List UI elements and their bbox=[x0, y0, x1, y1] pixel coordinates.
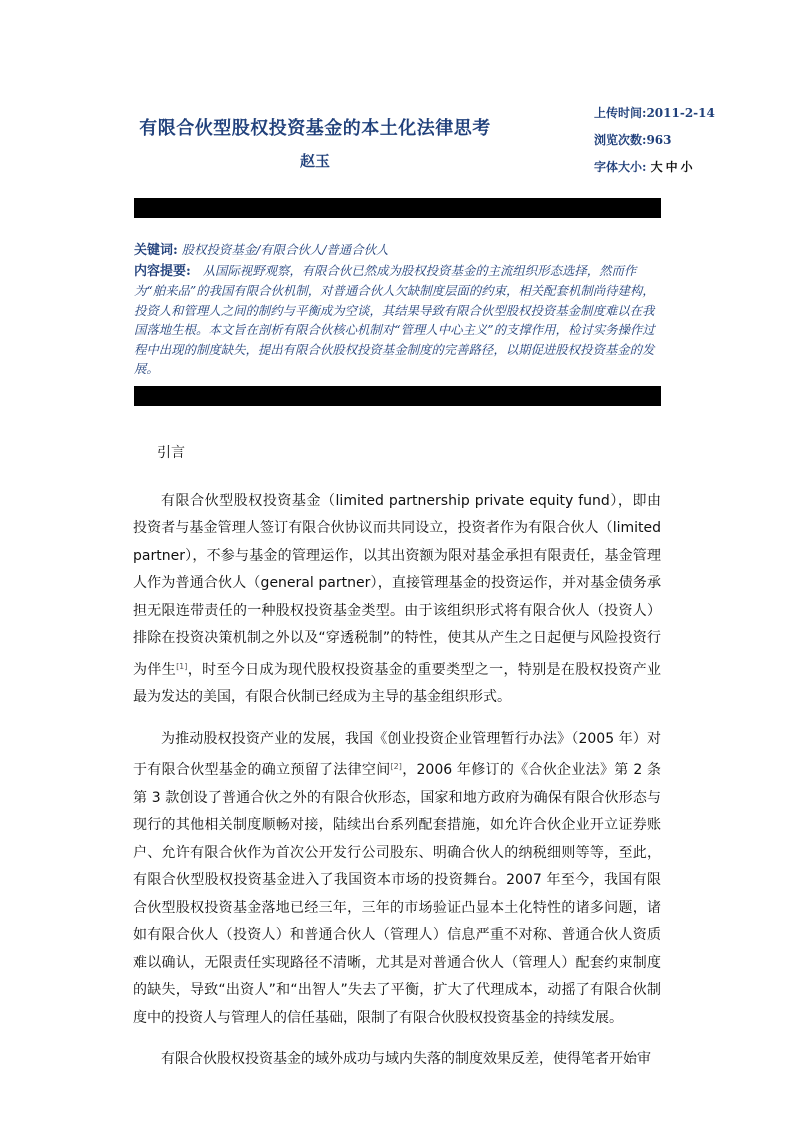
summary-line bbox=[134, 261, 664, 379]
paragraph-1 bbox=[133, 488, 661, 712]
section-heading: 引言 bbox=[157, 445, 185, 461]
views-value: 963 bbox=[646, 133, 672, 147]
article-body bbox=[133, 440, 661, 1088]
paragraph-2-end: ，2006 年修订的《合伙企业法》第 2 条第 3 款创设了普通合伙之外的有限合伙形态，国家和地方政府为确保有限合伙形态与现行的其他相关制度顺畅对接，陆续出台系列配套措施，如允许合伙企业开立证券账户、允许有限合伙作为首次公开发行公司股东、明确合伙人的纳税细则等等，至此，有限合伙型股权投资基金进入了我国资本市场的投资舞台。2007 年至今，我国有限合伙型股权投资基金落地已经三年，三年的市场验证凸显本土化特性的诸多问题，诸如有限合伙人（投资人）和普通合伙人（管理人）信息严重不对称、普通合伙人资质难以确认，无限责任实现路径不清晰，尤其是对普通合伙人（管理人）配套约束制度的缺失，导致“出资人”和“出智人”失去了平衡，扩大了代理成本，动摇了有限合伙制度中的投资人与管理人的信任基础，限制了有限合伙股权投资基金的持续发展。 bbox=[133, 762, 662, 1026]
keywords-text: 股权投资基金/有限合伙人/普通合伙人 bbox=[181, 242, 389, 257]
font-size-control bbox=[594, 158, 696, 175]
upload-value: 2011-2-14 bbox=[646, 106, 715, 120]
footnote-ref-2[interactable]: [2] bbox=[390, 762, 402, 771]
paragraph-1-text: 有限合伙型股权投资基金（limited partnership private equity fund），即由投资者与基金管理人签订有限合伙协议而共同设立，投资者作为有限合伙人（limited partner），不参与基金的管理运作，以其出资额为限对基金承担有限责任，基金管理人作为普通合伙人（general partner），直接管理基金的投资运作，并对基金债务承担无限连带责任的一种股权投资基金类型。由于该组织形式将有限合伙人（投资人）排除在投资决策机制之外以及“穿透税制”的特性，使其从产生之日起便与风险投资行为伴生 bbox=[133, 492, 661, 678]
top-divider-bar bbox=[134, 198, 661, 218]
abstract-block bbox=[134, 240, 664, 379]
summary-text: 从国际视野观察，有限合伙已然成为股权投资基金的主流组织形态选择，然而作为“舶来品”的我国有限合伙机制，对普通合伙人欠缺制度层面的约束，相关配套机制尚待建构，投资人和管理人之间的制约与平衡成为空谈，其结果导致有限合伙型股权投资基金制度难以在我国落地生根。本文旨在剖析有限合伙核心机制对“管理人中心主义”的支撑作用，检讨实务操作过程中出现的制度缺失，提出有限合伙股权投资基金制度的完善路径，以期促进股权投资基金的发展。 bbox=[134, 262, 655, 376]
keywords-label: 关键词: bbox=[134, 243, 178, 258]
fontsize-label: 字体大小: bbox=[594, 160, 647, 174]
font-size-medium-link[interactable]: 中 bbox=[665, 160, 681, 174]
footnote-ref-1[interactable]: [1] bbox=[176, 661, 188, 671]
view-count bbox=[594, 131, 672, 148]
paragraph-1-end: ，时至今日成为现代股权投资基金的重要类型之一，特别是在股权投资产业最为发达的美国，有限合伙制已经成为主导的基金组织形式。 bbox=[133, 661, 662, 705]
paragraph-2-text: 为推动股权投资产业的发展，我国《创业投资企业管理暂行办法》（2005 年）对于有限合伙型基金的确立预留了法律空间 bbox=[133, 730, 661, 778]
font-size-large-link[interactable]: 大 bbox=[650, 160, 666, 174]
article-author: 赵玉 bbox=[299, 152, 330, 170]
font-size-small-link[interactable]: 小 bbox=[680, 160, 696, 174]
paragraph-3: 有限合伙股权投资基金的域外成功与域内失落的制度效果反差，使得笔者开始审 bbox=[161, 1051, 651, 1067]
upload-date bbox=[594, 104, 715, 121]
views-label: 浏览次数: bbox=[594, 133, 647, 147]
paragraph-2 bbox=[133, 726, 661, 1033]
keywords-line bbox=[134, 240, 664, 261]
bottom-divider-bar bbox=[134, 386, 661, 406]
article-title: 有限合伙型股权投资基金的本土化法律思考 bbox=[139, 118, 491, 139]
summary-label: 内容提要: bbox=[134, 263, 191, 279]
upload-label: 上传时间: bbox=[594, 106, 647, 120]
